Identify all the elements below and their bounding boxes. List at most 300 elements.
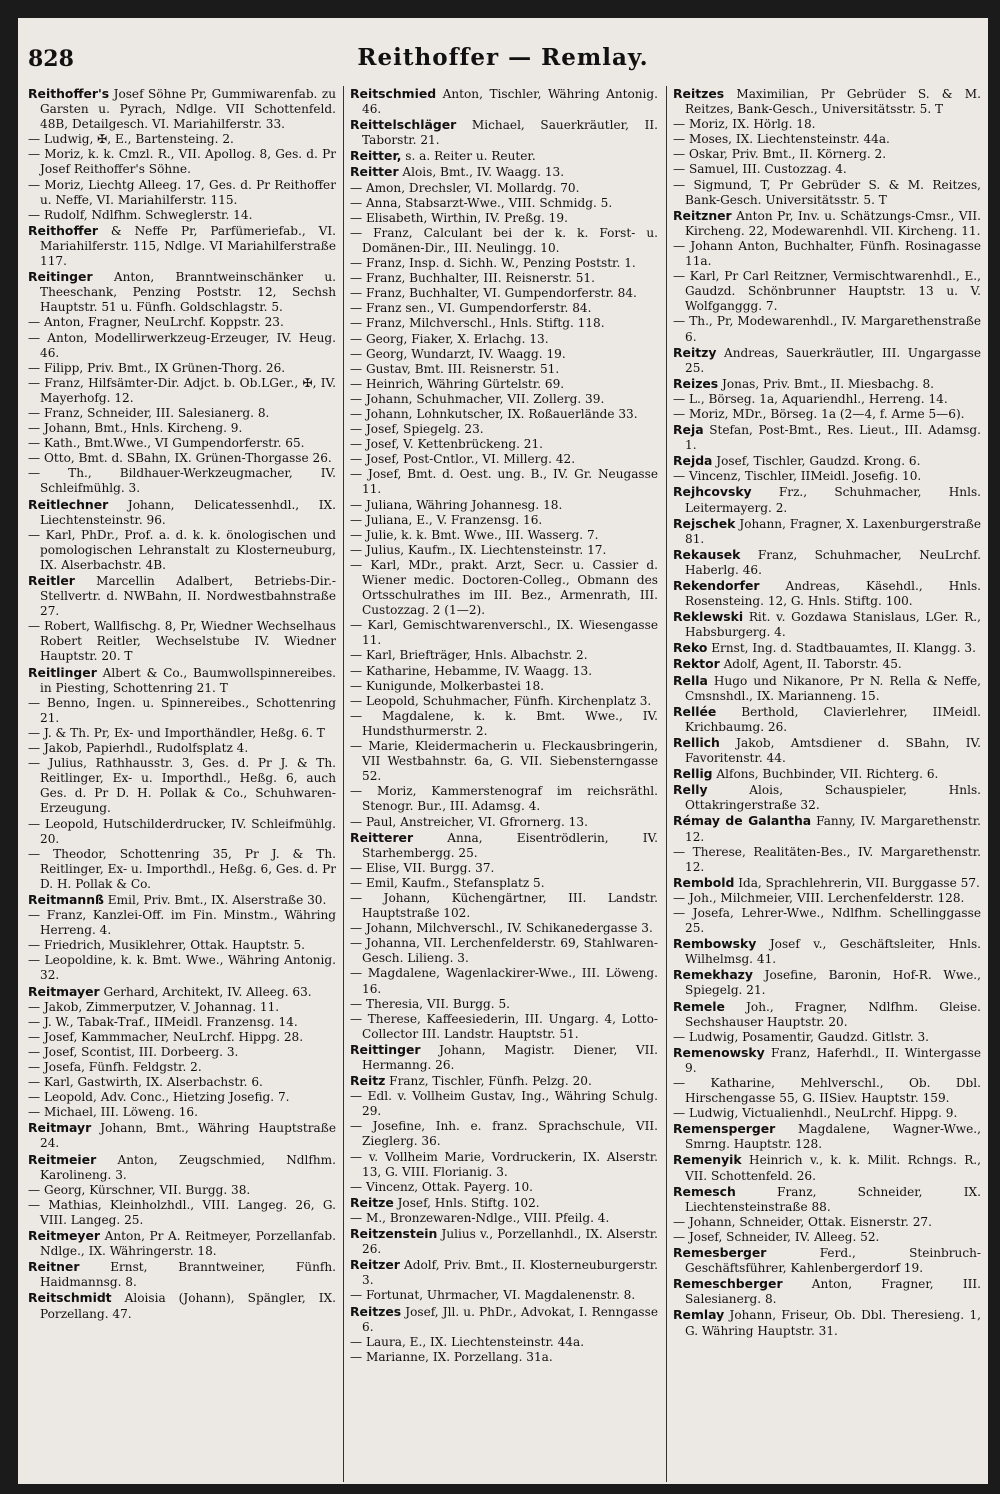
directory-entry — [673, 845, 981, 875]
directory-entry — [350, 1211, 658, 1226]
entry-surname: Rekausek — [673, 546, 741, 562]
entry-text: Andreas, Sauerkräutler, III. Ungargasse 25. — [685, 345, 981, 375]
entry-text: — Magdalene, k. k. Bmt. Wwe., IV. Hundsthurmerstr. 2. — [350, 708, 658, 738]
directory-entry — [350, 936, 658, 966]
directory-entry — [673, 392, 981, 407]
entry-surname: Reitmayr — [28, 1120, 92, 1136]
entry-surname: Reitze — [350, 1194, 394, 1210]
entry-text: — Franz, Calculant bei der k. k. Forst- u. Domänen-Dir., III. Neulingg. 10. — [350, 225, 658, 255]
column-1 — [28, 86, 336, 1482]
entry-text: — Paul, Anstreicher, VI. Gfrornerg. 13. — [350, 814, 588, 829]
entry-text: — Kunigunde, Molkerbastei 18. — [350, 678, 544, 693]
directory-entry — [28, 619, 336, 664]
directory-entry — [350, 784, 658, 814]
entry-surname: Reitmayer — [28, 983, 100, 999]
directory-entry — [673, 376, 981, 392]
directory-entry — [28, 315, 336, 330]
entry-text: Anna, Eisentrödlerin, IV. Starhembergg. 25. — [362, 830, 658, 860]
directory-entry — [673, 1307, 981, 1338]
entry-text: — Leopoldine, k. k. Bmt. Wwe., Währing Antonig. 32. — [28, 953, 336, 983]
directory-entry — [28, 984, 336, 1000]
directory-entry — [673, 469, 981, 484]
entry-text: — Theresia, VII. Burgg. 5. — [350, 996, 511, 1011]
entry-text: — Julius, Kaufm., IX. Liechtensteinstr. 17. — [350, 542, 607, 557]
entry-surname: Remeschberger — [673, 1276, 783, 1292]
directory-entry — [350, 1257, 658, 1288]
entry-text: Julius v., Porzellanhdl., IX. Alserstr. 26. — [362, 1227, 658, 1257]
entry-text: — Julius, Rathhausstr. 3, Ges. d. Pr J. & Th. Reitlinger, Ex- u. Importhdl., Heßg. 6, auch Ges. d. Pr D. H. Pollak & Co., Schuhwaren-Erzeugung. — [28, 756, 336, 816]
directory-entry — [28, 938, 336, 953]
entry-text: Josef, Tischler, Gaudzd. Krong. 6. — [712, 454, 921, 469]
entry-text: — Benno, Ingen. u. Spinnereibes., Schottenring 21. — [28, 695, 336, 725]
entry-surname: Reizes — [673, 375, 719, 391]
entry-text: — v. Vollheim Marie, Vordruckerin, IX. Alserstr. 13, G. VIII. Florianig. 3. — [350, 1149, 658, 1179]
entry-text: — Josef, Kammmacher, NeuLrchf. Hippg. 28. — [28, 1029, 304, 1044]
entry-text: — Anton, Fragner, NeuLrchf. Koppstr. 23. — [28, 315, 284, 330]
directory-entry — [350, 528, 658, 543]
entry-text: & Neffe Pr, Parfümeriefab., VI. Mariahilferstr. 115, Ndlge. VI Mariahilferstraße 117. — [40, 223, 336, 269]
directory-entry — [673, 407, 981, 422]
directory-entry — [28, 847, 336, 892]
directory-entry — [673, 314, 981, 344]
directory-entry — [28, 528, 336, 573]
entry-text: Franz, Haferhdl., II. Wintergasse 9. — [685, 1045, 981, 1075]
entry-text: Hugo und Nikanore, Pr N. Rella & Neffe, Cmsnshdl., IX. Marianneng. 15. — [685, 673, 981, 703]
entry-text: — Friedrich, Musiklehrer, Ottak. Hauptstr. 5. — [28, 938, 305, 953]
entry-text: — Sigmund, T, Pr Gebrüder S. & M. Reitzes, Bank-Gesch. Universitätsstr. 5. T — [673, 177, 981, 207]
directory-entry — [350, 437, 658, 452]
directory-entry — [350, 1012, 658, 1042]
directory-entry — [673, 147, 981, 162]
directory-entry — [673, 891, 981, 906]
directory-entry — [28, 1015, 336, 1030]
directory-entry — [28, 1120, 336, 1151]
entry-text: — M., Bronzewaren-Ndlge., VIII. Pfeilg. 4. — [350, 1210, 610, 1225]
directory-entry — [350, 1226, 658, 1257]
entry-text: s. a. Reiter u. Reuter. — [401, 149, 536, 164]
entry-text: — Karl, Gemischtwarenverschl., IX. Wiesengasse 11. — [350, 618, 658, 648]
entry-text: — Marie, Kleidermacherin u. Fleckausbringerin, VII Westbahnstr. 6a, G. VII. Siebensterngasse 52. — [350, 739, 658, 784]
directory-entry — [350, 997, 658, 1012]
entry-surname: Reitzes — [350, 1303, 402, 1319]
directory-entry — [28, 1198, 336, 1228]
directory-entry — [673, 813, 981, 844]
directory-entry — [28, 147, 336, 177]
entry-text: — Karl, Gastwirth, IX. Alserbachstr. 6. — [28, 1075, 263, 1090]
entry-text: Alois, Schauspieler, Hnls. Ottakringerstraße 32. — [685, 783, 981, 813]
entry-text: — Johann, Schneider, Ottak. Eisnerstr. 27. — [673, 1214, 932, 1229]
entry-text: — Vincenz, Tischler, IIMeidl. Josefig. 10. — [673, 469, 922, 484]
directory-entry — [350, 861, 658, 876]
directory-entry — [350, 452, 658, 467]
directory-entry — [350, 966, 658, 996]
entry-surname: Rejda — [673, 453, 713, 469]
directory-entry — [350, 407, 658, 422]
page-header — [18, 40, 988, 84]
directory-entry — [673, 906, 981, 936]
directory-entry — [28, 1183, 336, 1198]
entry-surname: Reitz — [350, 1073, 386, 1089]
entry-text: — Leopold, Hutschilderdrucker, IV. Schleifmühlg. 20. — [28, 816, 336, 846]
entry-surname: Rellig — [673, 766, 713, 782]
directory-entry — [350, 211, 658, 226]
entry-text: — Moriz, IX. Hörlg. 18. — [673, 117, 816, 132]
entry-text: — Samuel, III. Custozzag. 4. — [673, 162, 847, 177]
entry-surname: Reittelschläger — [350, 117, 457, 133]
directory-entry — [350, 618, 658, 648]
entry-text: — Emil, Kaufm., Stefansplatz 5. — [350, 875, 545, 890]
directory-entry — [28, 436, 336, 451]
directory-entry — [28, 223, 336, 269]
entry-surname: Remesch — [673, 1183, 736, 1199]
directory-entry — [673, 999, 981, 1030]
directory-entry — [28, 1075, 336, 1090]
entry-text: — Edl. v. Vollheim Gustav, Ing., Währing Schulg. 29. — [350, 1089, 658, 1119]
entry-text: Ernst, Branntweiner, Fünfh. Haidmannsg. 8. — [40, 1260, 336, 1290]
entry-text: Stefan, Post-Bmt., Res. Lieut., III. Adamsg. 1. — [685, 423, 981, 453]
entry-surname: Reitter, — [350, 148, 402, 164]
entry-text: — Leopold, Schuhmacher, Fünfh. Kirchenplatz 3. — [350, 693, 652, 708]
entry-surname: Remesberger — [673, 1245, 767, 1261]
directory-entry — [28, 178, 336, 208]
directory-entry — [28, 726, 336, 741]
directory-entry — [350, 1073, 658, 1089]
directory-entry — [673, 1106, 981, 1121]
directory-entry — [28, 1090, 336, 1105]
directory-entry — [350, 1304, 658, 1335]
directory-entry — [350, 271, 658, 286]
directory-entry — [350, 513, 658, 528]
entry-text: — Franz sen., VI. Gumpendorferstr. 84. — [350, 301, 592, 316]
directory-entry — [350, 226, 658, 256]
entry-text: Maximilian, Pr Gebrüder S. & M. Reitzes, Bank-Gesch., Universitätsstr. 5. T — [685, 87, 981, 117]
entry-surname: Reitzner — [673, 207, 732, 223]
directory-entry — [28, 421, 336, 436]
entry-surname: Reitinger — [28, 269, 93, 285]
entry-text: — Josefa, Lehrer-Wwe., Ndlfhm. Schellinggasse 25. — [673, 905, 981, 936]
directory-entry — [28, 1105, 336, 1120]
entry-text: — Juliana, Währing Johannesg. 18. — [350, 497, 563, 512]
directory-entry — [673, 162, 981, 177]
entry-text: Josef, Hnls. Stiftg. 102. — [393, 1195, 540, 1210]
entry-text: — J. & Th. Pr, Ex- und Importhändler, Heßg. 6. T — [28, 725, 325, 740]
column-rule — [666, 86, 667, 1482]
entry-text: — Amon, Drechsler, VI. Mollardg. 70. — [350, 180, 580, 195]
entry-text: — Magdalene, Wagenlackirer-Wwe., III. Löweng. 16. — [350, 966, 658, 996]
entry-text: — Anton, Modellirwerkzeug-Erzeuger, IV. Heug. 46. — [28, 330, 336, 360]
entry-text: Michael, Sauerkräutler, II. Taborstr. 21. — [362, 118, 658, 148]
entry-text: — Julie, k. k. Bmt. Wwe., III. Wasserg. 7. — [350, 527, 599, 542]
directory-entry — [350, 648, 658, 663]
directory-entry — [673, 117, 981, 132]
entry-text: — Johann Anton, Buchhalter, Fünfh. Rosinagasse 11a. — [673, 238, 981, 269]
entry-text: Heinrich v., k. k. Milit. Rchngs. R., VII. Schottenfeld. 26. — [685, 1153, 981, 1183]
directory-entry — [28, 1060, 336, 1075]
entry-text: — Josefa, Fünfh. Feldgstr. 2. — [28, 1060, 202, 1074]
entry-surname: Remenyik — [673, 1152, 742, 1168]
entry-text: — Johann, Bmt., Hnls. Kircheng. 9. — [28, 421, 243, 436]
running-head: Reithoffer — Remlay. — [357, 44, 649, 71]
entry-surname: Rémay de Galantha — [673, 813, 812, 829]
entry-text: — Georg, Fiaker, X. Erlachg. 13. — [350, 331, 549, 346]
directory-entry — [673, 967, 981, 998]
entry-surname: Rejhcovsky — [673, 484, 752, 500]
entry-text: Josefine, Baronin, Hof-R. Wwe., Spiegelg. 21. — [685, 968, 981, 998]
entry-text: — Rudolf, Ndlfhm. Schweglerstr. 14. — [28, 207, 253, 222]
directory-entry — [350, 467, 658, 497]
entry-text: — Th., Pr, Modewarenhdl., IV. Margarethenstraße 6. — [673, 314, 981, 344]
directory-entry — [673, 875, 981, 891]
entry-surname: Reitschmidt — [28, 1290, 112, 1306]
entry-text: — Johann, Lohnkutscher, IX. Roßauerlände 33. — [350, 406, 638, 421]
directory-entry — [673, 1230, 981, 1245]
directory-entry — [350, 739, 658, 784]
directory-entry — [28, 406, 336, 421]
directory-entry — [673, 936, 981, 967]
entry-text: Johann, Delicatessenhdl., IX. Liechtensteinstr. 96. — [40, 497, 336, 527]
entry-text: — Johann, Küchengärtner, III. Landstr. Hauptstraße 102. — [350, 890, 658, 921]
directory-entry — [28, 497, 336, 528]
directory-entry — [350, 117, 658, 148]
entry-text: — Oskar, Priv. Bmt., II. Körnerg. 2. — [673, 147, 887, 162]
entry-surname: Reitner — [28, 1259, 80, 1275]
directory-entry — [673, 1076, 981, 1106]
directory-entry — [28, 132, 336, 147]
entry-surname: Reko — [673, 640, 708, 656]
entry-text: Anton Pr, Inv. u. Schätzungs-Cmsr., VII. Kircheng. 22, Modewarenhdl. VII. Kircheng. 11. — [685, 208, 981, 238]
entry-text: — Jakob, Papierhdl., Rudolfsplatz 4. — [28, 741, 249, 756]
directory-entry — [28, 1000, 336, 1015]
entry-surname: Reithoffer — [28, 222, 98, 238]
entry-text: — Mathias, Kleinholzhdl., VIII. Langeg. 26, G. VIII. Langeg. 25. — [28, 1197, 336, 1227]
directory-entry — [28, 1030, 336, 1045]
entry-text: — Josef, V. Kettenbrückeng. 21. — [350, 437, 544, 452]
directory-entry — [350, 498, 658, 513]
entry-text: Josef, Jll. u. PhDr., Advokat, I. Renngasse 6. — [362, 1304, 658, 1334]
directory-entry — [350, 347, 658, 362]
entry-surname: Reitschmied — [350, 86, 437, 101]
directory-entry — [350, 543, 658, 558]
directory-entry — [28, 696, 336, 726]
entry-text: — Ludwig, Posamentir, Gaudzd. Gitlstr. 3. — [673, 1029, 929, 1044]
directory-entry — [350, 664, 658, 679]
entry-surname: Reitlechner — [28, 496, 109, 512]
entry-surname: Reitzenstein — [350, 1226, 438, 1242]
directory-entry — [673, 735, 981, 766]
directory-entry — [350, 891, 658, 921]
entry-text: — Moriz, Liechtg Alleeg. 17, Ges. d. Pr Reithoffer u. Neffe, VI. Mariahilferstr. 115. — [28, 177, 336, 207]
directory-entry — [350, 148, 658, 164]
entry-text: — Katharine, Hebamme, IV. Waagg. 13. — [350, 663, 593, 678]
entry-text: — Franz, Milchverschl., Hnls. Stiftg. 118. — [350, 316, 605, 331]
directory-entry — [673, 422, 981, 453]
entry-text: Adolf, Agent, II. Taborstr. 45. — [719, 657, 902, 672]
directory-entry — [673, 766, 981, 782]
directory-entry — [350, 256, 658, 271]
entry-text: — Th., Bildhauer-Werkzeugmacher, IV. Schleifmühlg. 3. — [28, 466, 336, 496]
entry-text: — Robert, Wallfischg. 8, Pr, Wiedner Wechselhaus Robert Reitler, Wechselstube IV. Wiedner Hauptstr. 20. T — [28, 619, 336, 664]
entry-text: — Michael, III. Löweng. 16. — [28, 1105, 198, 1120]
entry-text: — Franz, Kanzlei-Off. im Fin. Minstm., Währing Herreng. 4. — [28, 908, 336, 938]
entry-text: — Josef, Bmt. d. Oest. ung. B., IV. Gr. Neugasse 11. — [350, 467, 658, 497]
directory-entry — [673, 484, 981, 515]
entry-surname: Reitzy — [673, 344, 717, 360]
entry-text: — Laura, E., IX. Liechtensteinstr. 44a. — [350, 1334, 585, 1349]
directory-entry — [28, 1290, 336, 1321]
directory-entry — [673, 1184, 981, 1215]
entry-surname: Rekendorfer — [673, 578, 760, 593]
directory-entry — [673, 1121, 981, 1152]
entry-text: — Therese, Realitäten-Bes., IV. Margarethenstr. 12. — [673, 844, 981, 874]
entry-text: Rit. v. Gozdawa Stanislaus, LGer. R., Habsburgerg. 4. — [685, 610, 981, 640]
directory-entry — [28, 331, 336, 361]
directory-entry — [28, 573, 336, 619]
directory-entry — [673, 345, 981, 376]
entry-text: Ida, Sprachlehrerin, VII. Burggasse 57. — [734, 875, 980, 890]
directory-entry — [673, 453, 981, 469]
entry-surname: Reittinger — [350, 1041, 421, 1057]
directory-entry — [28, 741, 336, 756]
entry-surname: Remekhazy — [673, 967, 753, 983]
entry-surname: Reitmannß — [28, 891, 104, 907]
directory-entry — [350, 694, 658, 709]
entry-text: — Josef, Scontist, III. Dorbeerg. 3. — [28, 1044, 239, 1059]
directory-entry — [350, 1119, 658, 1149]
directory-entry — [673, 609, 981, 640]
entry-surname: Remlay — [673, 1307, 725, 1323]
directory-entry — [28, 1228, 336, 1259]
directory-entry — [350, 921, 658, 936]
entry-text: Franz, Schneider, IX. Liechtensteinstraße 88. — [685, 1184, 981, 1214]
entry-text: Alfons, Buchbinder, VII. Richterg. 6. — [712, 767, 939, 782]
entry-text: Aloisia (Johann), Spängler, IX. Porzellang. 47. — [40, 1291, 336, 1321]
directory-entry — [350, 1042, 658, 1073]
entry-text: — Johann, Schuhmacher, VII. Zollerg. 39. — [350, 391, 605, 406]
directory-entry — [350, 709, 658, 739]
directory-entry — [28, 953, 336, 983]
entry-text: — Kath., Bmt.Wwe., VI Gumpendorferstr. 65. — [28, 436, 305, 451]
entry-text: Johann, Magistr. Diener, VII. Hermanng. 26. — [362, 1042, 658, 1072]
directory-entry — [350, 1350, 658, 1365]
directory-entry — [350, 332, 658, 347]
entry-surname: Reitterer — [350, 829, 414, 845]
entry-text: — Elise, VII. Burgg. 37. — [350, 860, 495, 875]
directory-entry — [350, 1335, 658, 1350]
entry-text: — Georg, Kürschner, VII. Burgg. 38. — [28, 1182, 251, 1197]
entry-text: — L., Börseg. 1a, Aquariendhl., Herreng. 14. — [673, 391, 948, 406]
entry-text: — Franz, Buchhalter, VI. Gumpendorferstr. 84. — [350, 286, 637, 301]
entry-text: — Moriz, Kammerstenograf im reichsräthl. Stenogr. Bur., III. Adamsg. 4. — [350, 784, 658, 814]
directory-entry — [350, 1288, 658, 1303]
directory-entry — [673, 656, 981, 672]
directory-entry — [673, 1030, 981, 1045]
directory-entry — [350, 1089, 658, 1119]
directory-entry — [673, 1045, 981, 1076]
entry-text: Anton, Zeugschmied, Ndlfhm. Karolineng. 3. — [40, 1152, 336, 1182]
entry-text: Joh., Fragner, Ndlfhm. Gleise. Sechshauser Hauptstr. 20. — [685, 999, 981, 1029]
directory-entry — [28, 466, 336, 496]
entry-text: Franz, Tischler, Fünfh. Pelzg. 20. — [385, 1074, 592, 1089]
entry-text: Adolf, Priv. Bmt., II. Klosterneuburgerstr. 3. — [362, 1258, 658, 1288]
entry-surname: Reitzer — [350, 1257, 400, 1273]
directory-entry — [350, 422, 658, 437]
page-number: 828 — [28, 46, 74, 72]
entry-surname: Reitmeyer — [28, 1228, 101, 1244]
entry-text: — Anna, Stabsarzt-Wwe., VIII. Schmidg. 5. — [350, 195, 613, 210]
entry-text: — Therese, Kaffeesiederin, III. Ungarg. 4, Lotto-Collector III. Landstr. Hauptstr. 51. — [350, 1011, 658, 1041]
directory-entry — [350, 181, 658, 196]
directory-entry — [350, 876, 658, 891]
entry-text: — Ludwig, Victualienhdl., NeuLrchf. Hippg. 9. — [673, 1106, 958, 1121]
entry-surname: Rejschek — [673, 515, 736, 531]
directory-entry — [350, 86, 658, 117]
entry-text: Albert & Co., Baumwollspinnereibes. in Piesting, Schottenring 21. T — [40, 665, 336, 695]
directory-entry — [350, 830, 658, 861]
entry-text: — Leopold, Adv. Conc., Hietzing Josefig. 7. — [28, 1090, 290, 1105]
directory-entry — [673, 178, 981, 208]
directory-entry — [350, 392, 658, 407]
entry-text: — Josef, Spiegelg. 23. — [350, 422, 484, 437]
column-2 — [350, 86, 658, 1482]
directory-entry — [350, 815, 658, 830]
directory-entry — [673, 578, 981, 609]
entry-text: — Georg, Wundarzt, IV. Waagg. 19. — [350, 346, 566, 361]
entry-text: Anton, Tischler, Währing Antonig. 46. — [362, 87, 658, 117]
directory-entry — [350, 301, 658, 316]
entry-text: — Karl, Pr Carl Reitzner, Vermischtwarenhdl., E., Gaudzd. Schönbrunner Hauptstr. 13 u. V. Wolfganggg. 7. — [673, 269, 981, 314]
directory-entry — [28, 376, 336, 406]
directory-entry — [28, 361, 336, 376]
entry-text: — Karl, Briefträger, Hnls. Albachstr. 2. — [350, 648, 588, 663]
entry-text: Josef v., Geschäftsleiter, Hnls. Wilhelmsg. 41. — [685, 937, 981, 967]
directory-entry — [673, 239, 981, 269]
directory-entry — [28, 208, 336, 223]
entry-text: Gerhard, Architekt, IV. Alleeg. 63. — [99, 984, 312, 999]
entry-text: — Filipp, Priv. Bmt., IX Grünen-Thorg. 26. — [28, 360, 286, 375]
entry-surname: Rembold — [673, 874, 735, 890]
entry-text: — Elisabeth, Wirthin, IV. Preßg. 19. — [350, 210, 568, 225]
directory-entry — [350, 1195, 658, 1211]
entry-surname: Reitzes — [673, 86, 725, 101]
entry-text: Anton, Pr A. Reitmeyer, Porzellanfab. Ndlge., IX. Währingerstr. 18. — [40, 1229, 336, 1259]
entry-text: — Franz, Hilfsämter-Dir. Adjct. b. Ob.LGer., ✠, IV. Mayerhofg. 12. — [28, 375, 336, 405]
entry-text: — Moses, IX. Liechtensteinstr. 44a. — [673, 132, 890, 147]
entry-surname: Remensperger — [673, 1121, 776, 1137]
entry-surname: Rellée — [673, 703, 717, 719]
directory-entry — [673, 86, 981, 117]
entry-text: — Gustav, Bmt. III. Reisnerstr. 51. — [350, 361, 560, 376]
entry-text: Franz, Schuhmacher, NeuLrchf. Haberlg. 46. — [685, 547, 981, 577]
entry-text: — Franz, Insp. d. Sichh. W., Penzing Poststr. 1. — [350, 256, 636, 271]
directory-entry — [350, 164, 658, 180]
entry-text: — Josef, Schneider, IV. Alleeg. 52. — [673, 1229, 880, 1244]
directory-entry — [350, 362, 658, 377]
entry-text: Ferd., Steinbruch-Geschäftsführer, Kahlenbergerdorf 19. — [685, 1246, 981, 1276]
entry-text: — Franz, Schneider, III. Salesianerg. 8. — [28, 405, 270, 420]
entry-text: — Johanna, VII. Lerchenfelderstr. 69, Stahlwaren-Gesch. Lilieng. 3. — [350, 936, 658, 966]
directory-entry — [350, 196, 658, 211]
directory-entry — [28, 665, 336, 696]
entry-surname: Rellich — [673, 734, 720, 750]
entry-text: Andreas, Käsehdl., Hnls. Rosensteing. 12, G. Hnls. Stiftg. 100. — [685, 579, 981, 609]
entry-surname: Remenowsky — [673, 1044, 765, 1060]
entry-text: — Vincenz, Ottak. Payerg. 10. — [350, 1179, 533, 1194]
entry-text: — Juliana, E., V. Franzensg. 16. — [350, 512, 543, 527]
entry-surname: Reitmeier — [28, 1151, 97, 1167]
entry-text: Berthold, Clavierlehrer, IIMeidl. Krichbaumg. 26. — [685, 704, 981, 734]
entry-text: Johann, Friseur, Ob. Dbl. Theresieng. 1, G. Währing Hauptstr. 31. — [685, 1308, 981, 1338]
entry-surname: Remele — [673, 998, 725, 1014]
